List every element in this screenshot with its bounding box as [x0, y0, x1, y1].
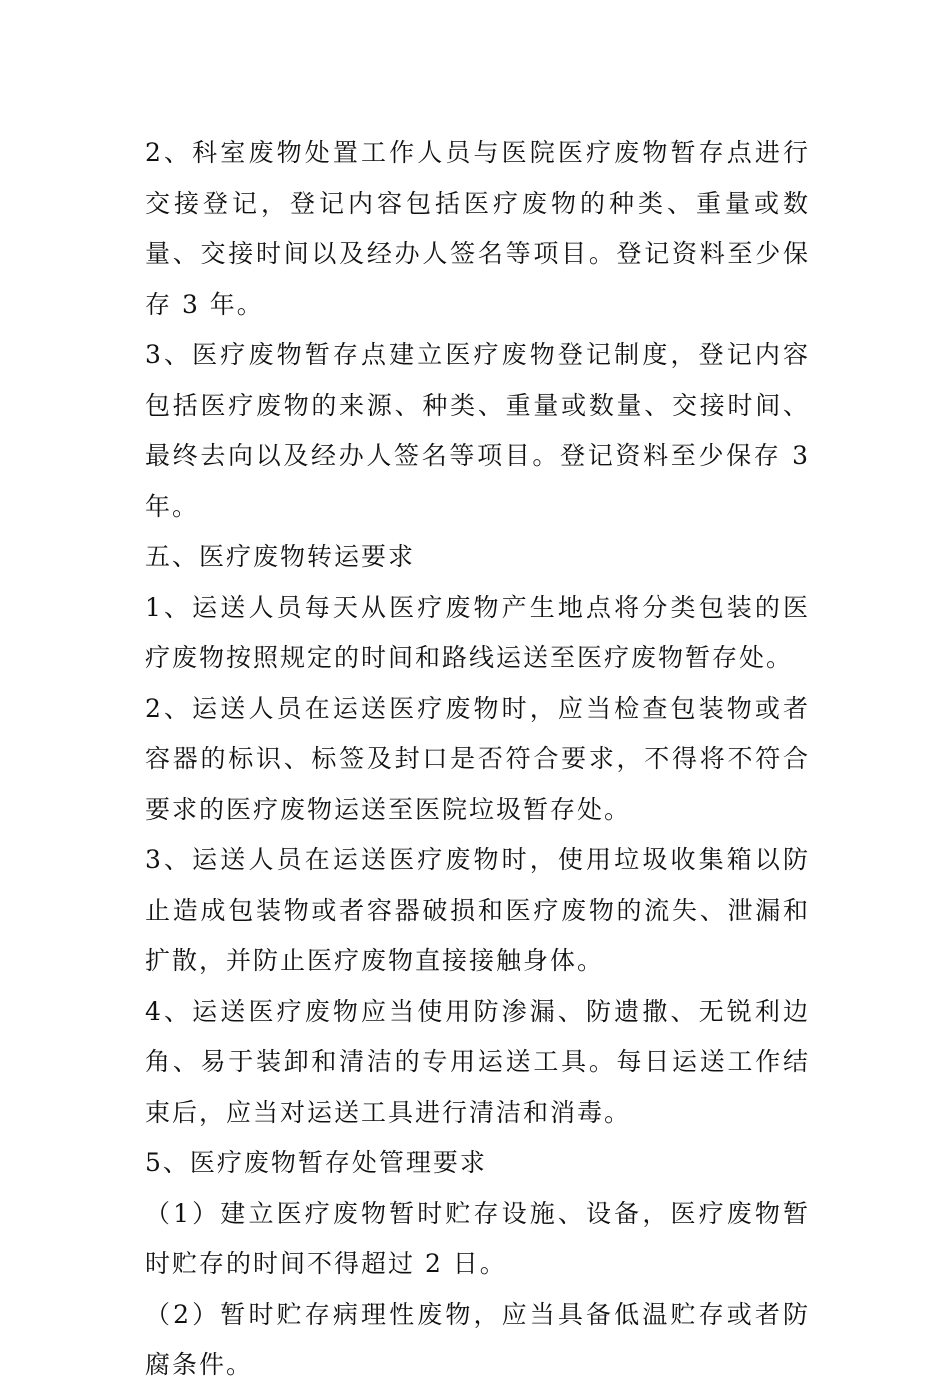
- paragraph-storage-registration: 3、医疗废物暂存点建立医疗废物登记制度，登记内容包括医疗废物的来源、种类、重量或数量、交接时间、最终去向以及经办人签名等项目。登记资料至少保存 3 年。: [145, 340, 810, 521]
- document-body: [145, 128, 810, 1391]
- paragraph-transport-1: 1、运送人员每天从医疗废物产生地点将分类包装的医疗废物按照规定的时间和路线运送至医疗废物暂存处。: [145, 592, 810, 672]
- paragraph-storage-2: （2）暂时贮存病理性废物，应当具备低温贮存或者防腐条件。: [145, 1299, 810, 1379]
- paragraph-registration-handover: 2、科室废物处置工作人员与医院医疗废物暂存点进行交接登记，登记内容包括医疗废物的种类、重量或数量、交接时间以及经办人签名等项目。登记资料至少保存 3 年。: [145, 138, 810, 319]
- paragraph-transport-3: 3、运送人员在运送医疗废物时，使用垃圾收集箱以防止造成包装物或者容器破损和医疗废物的流失、泄漏和扩散，并防止医疗废物直接接触身体。: [145, 845, 810, 975]
- paragraph-transport-4: 4、运送医疗废物应当使用防渗漏、防遗撒、无锐利边角、易于装卸和清洁的专用运送工具。每日运送工作结束后，应当对运送工具进行清洁和消毒。: [145, 996, 810, 1127]
- paragraph-storage-1: （1）建立医疗废物暂时贮存设施、设备，医疗废物暂时贮存的时间不得超过 2 日。: [145, 1198, 810, 1278]
- section-heading-transport: 五、医疗废物转运要求: [145, 542, 416, 571]
- paragraph-transport-2: 2、运送人员在运送医疗废物时，应当检查包装物或者容器的标识、标签及封口是否符合要求，不得将不符合要求的医疗废物运送至医院垃圾暂存处。: [145, 693, 810, 824]
- subheading-storage-management: 5、医疗废物暂存处管理要求: [145, 1148, 487, 1177]
